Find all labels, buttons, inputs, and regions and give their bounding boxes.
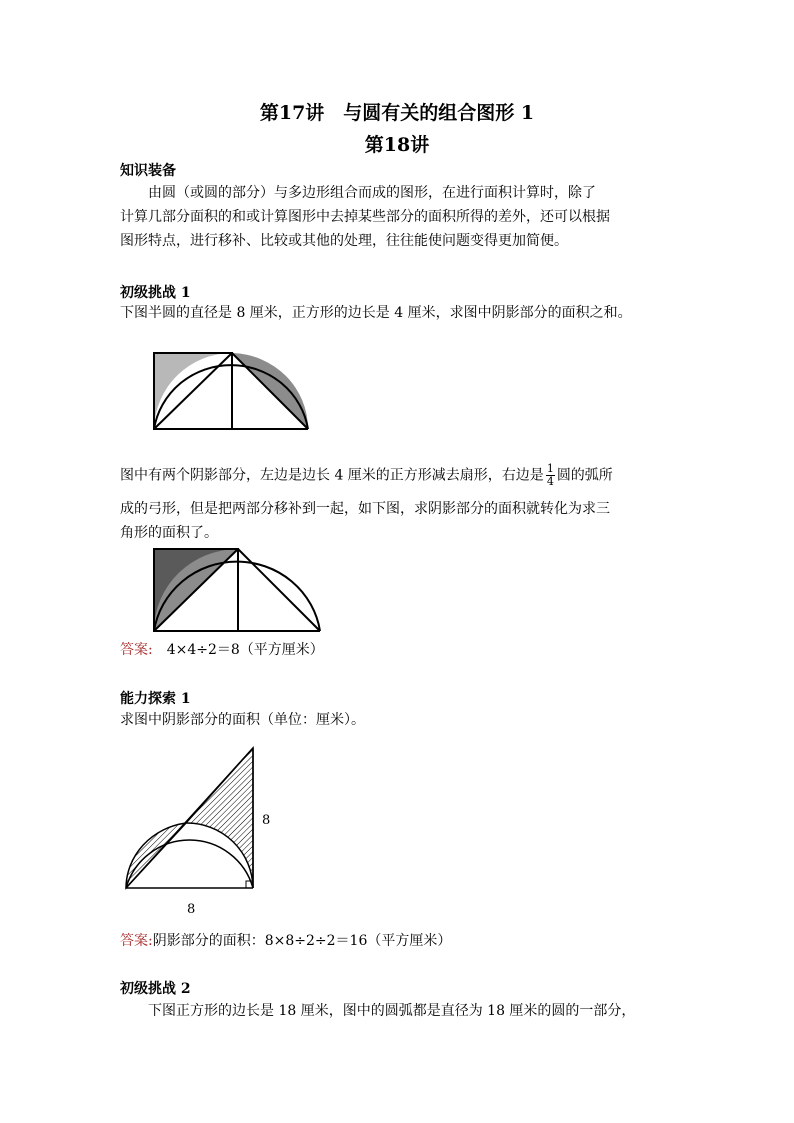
explore1-heading: 能力探索 1 <box>120 691 191 707</box>
figure-triangle-hatched <box>118 743 263 893</box>
answer-label: 答案: <box>120 642 153 658</box>
challenge1-answer: 答案: 4×4÷2＝8（平方厘米） <box>120 642 324 658</box>
challenge2-question: 下图正方形的边长是 18 厘米，图中的圆弧都是直径为 18 厘米的圆的一部分， <box>120 1003 636 1019</box>
base-length-label: 8 <box>187 902 196 917</box>
knowledge-paragraph <box>120 181 610 253</box>
fraction-one-quarter: $\frac{1}{4}$ <box>546 462 554 488</box>
page-subtitle: 第18讲 <box>364 134 430 156</box>
knowledge-line-2: 计算几部分面积的和或计算图形中去掉某些部分的面积所得的差外，还可以根据 <box>120 209 610 225</box>
page-title: 第17讲 与圆有关的组合图形 1 <box>259 102 535 124</box>
challenge2-heading: 初级挑战 2 <box>120 981 191 997</box>
explore1-answer: 答案:阴影部分的面积：8×8÷2÷2＝16（平方厘米） <box>120 933 452 949</box>
challenge1-question: 下图半圆的直径是 8 厘米，正方形的边长是 4 厘米，求图中阴影部分的面积之和。 <box>120 305 632 321</box>
diagonal-right-2 <box>238 549 320 631</box>
figure-moved-triangle <box>150 545 324 635</box>
explore1-question: 求图中阴影部分的面积（单位：厘米）。 <box>120 712 365 728</box>
challenge1-heading: 初级挑战 1 <box>120 285 191 301</box>
side-length-label: 8 <box>262 813 271 828</box>
knowledge-heading: 知识装备 <box>120 163 176 179</box>
challenge1-explain-line1: 图中有两个阴影部分，左边是边长 4 厘米的正方形减去扇形，右边是 $\frac{1}{4}$ 圆的弧所 <box>120 462 613 488</box>
knowledge-line-3: 图形特点，进行移补、比较或其他的处理，往往能使问题变得更加简便。 <box>120 233 568 249</box>
figure-semicircle-square <box>150 349 312 433</box>
challenge1-explain-line3: 角形的面积了。 <box>120 525 218 541</box>
answer-label-2: 答案: <box>120 933 153 949</box>
knowledge-line-1: 由圆（或圆的部分）与多边形组合而成的图形，在进行面积计算时，除了 <box>120 185 596 201</box>
challenge1-explain-line2: 成的弓形，但是把两部分移补到一起，如下图，求阴影部分的面积就转化为求三 <box>120 501 610 517</box>
